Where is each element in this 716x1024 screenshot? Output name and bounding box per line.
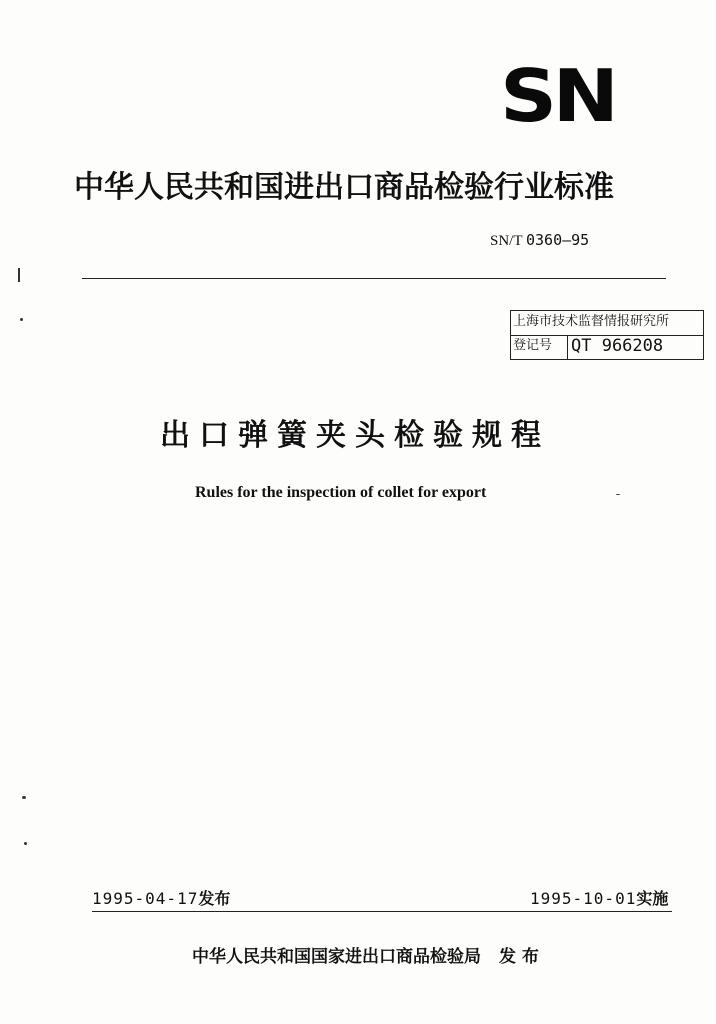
effective-date-line <box>530 888 668 910</box>
stamp-row-institute <box>511 311 703 336</box>
sn-logo: SN <box>500 54 615 138</box>
stamp-separator <box>567 335 568 359</box>
scan-speck <box>22 796 26 799</box>
standard-prefix: SN/T <box>490 233 523 249</box>
issue-label: 发布 <box>198 889 231 908</box>
publisher-action: 发 布 <box>499 947 539 967</box>
scan-speck <box>20 318 23 321</box>
issue-date-line <box>92 888 230 910</box>
standard-number <box>490 230 589 251</box>
document-subtitle: Rules for the inspection of collet for export <box>195 484 487 501</box>
document-title: 出口弹簧夹头检验规程 <box>160 418 550 453</box>
publisher-name: 中华人民共和国国家进出口商品检验局 <box>192 947 481 967</box>
scan-speck <box>616 494 620 495</box>
effective-label: 实施 <box>636 889 669 908</box>
bottom-divider <box>92 911 672 912</box>
stamp-registration-value: QT 966208 <box>571 336 664 356</box>
stamp-registration-label: 登记号 <box>513 338 553 353</box>
stamp-institute-label: 上海市技术监督情报研究所 <box>513 314 670 329</box>
library-stamp <box>510 310 704 360</box>
scan-mark <box>18 268 20 282</box>
effective-date: 1995-10-01 <box>530 889 637 908</box>
org-title: 中华人民共和国进出口商品检验行业标准 <box>74 170 614 205</box>
issue-date: 1995-04-17 <box>92 889 199 908</box>
publisher-line <box>192 945 539 969</box>
top-divider <box>82 278 666 279</box>
standard-code: 0360—95 <box>525 231 590 249</box>
scan-speck <box>24 842 27 845</box>
stamp-row-registration <box>511 335 703 359</box>
